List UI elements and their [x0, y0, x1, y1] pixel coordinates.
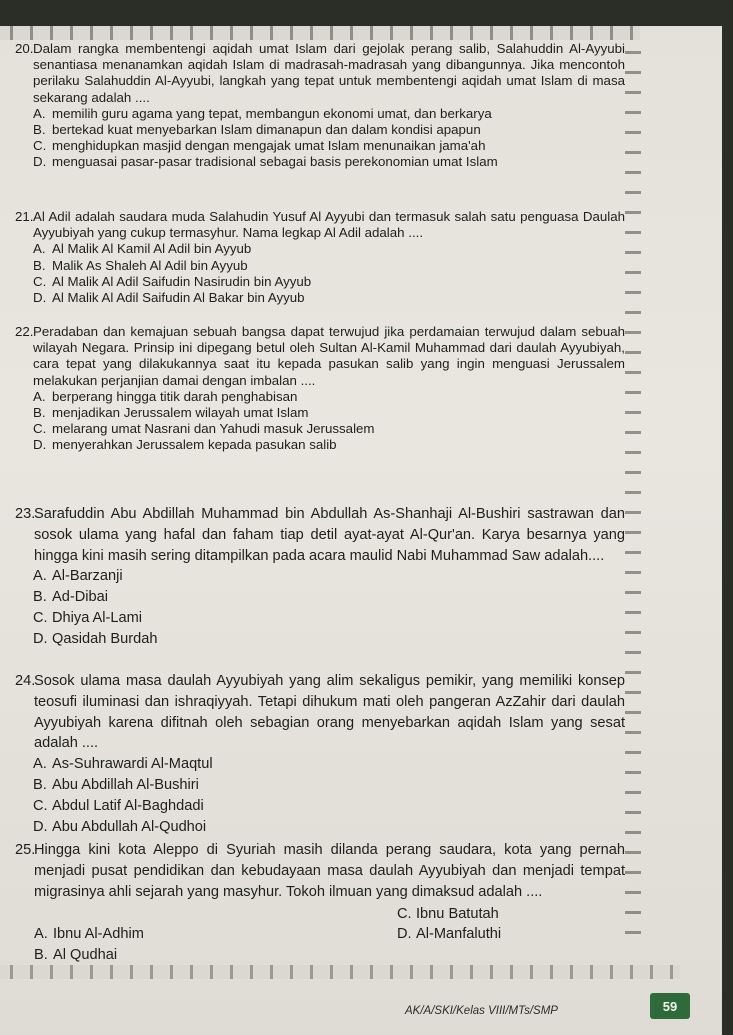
option-d[interactable]: D. menyerahkan Jerussalem kepada pasukan salib: [33, 437, 337, 453]
question-text: Hingga kini kota Aleppo di Syuriah masih dilanda perang saudara, kota yang pernah menjadi pusat pendidikan dan kebudayaan masa daulah Ayyubiyah dan menjadi tempat migrasinya ahli sejarah yang masyhur. Tokoh ilmuan yang dimaksud adalah ....: [34, 842, 625, 900]
option-c[interactable]: C. Al Malik Al Adil Saifudin Nasirudin bin Ayyub: [33, 273, 312, 289]
option-b[interactable]: B. Ad-Dibai: [33, 589, 108, 606]
option-b[interactable]: B. Al Qudhai: [34, 947, 118, 964]
option-a[interactable]: A. As-Suhrawardi Al-Maqtul: [33, 756, 213, 773]
option-b[interactable]: B. Abu Abdillah Al-Bushiri: [33, 776, 199, 793]
decorative-border-top: [0, 26, 640, 40]
question-text: Al Adil adalah saudara muda Salahudin Yusuf Al Ayyubi dan termasuk salah satu penguasa Daulah Ayyubiyah yang cukup termasyhur. Nama legkap Al Adil adalah ....: [33, 209, 625, 241]
option-d[interactable]: D. Abu Abdullah Al-Qudhoi: [33, 818, 207, 835]
decorative-border-right: [625, 40, 641, 940]
option-a[interactable]: A. Al-Barzanji: [33, 568, 123, 585]
option-b[interactable]: B. bertekad kuat menyebarkan Islam dimanapun dan dalam kondisi apapun: [33, 122, 481, 138]
option-a[interactable]: A. berperang hingga titik darah penghabisan: [33, 388, 298, 404]
option-c[interactable]: C. Dhiya Al-Lami: [33, 609, 143, 626]
option-c[interactable]: C. melarang umat Nasrani dan Yahudi masuk Jerussalem: [33, 421, 375, 437]
question-number: 20.: [15, 41, 34, 56]
option-d[interactable]: D. Al-Manfaluthi: [397, 926, 502, 943]
question-text: Sosok ulama masa daulah Ayyubiyah yang alim sekaligus pemikir, yang memiliki konsep teosufi iluminasi dan ishraqiyyah. Tetapi dihukum mati oleh pangeran AzZahir dari daulah Ayyubiyah karena difitnah oleh sebagian orang menyebarkan aqidah Islam yang sesat adalah ....: [34, 673, 625, 752]
question-text: Dalam rangka membentengi aqidah umat Islam dari gejolak perang salib, Salahuddin Al-Ayyubi senantiasa menanamkan aqidah Islam di madrasah-madrasah yang dibangunnya. Jika mencontoh perilaku Salahuddin Al-Ayyubi, langkah yang tepat untuk membentengi aqidah umat Islam di masa sekarang adalah ....: [33, 41, 625, 105]
question-25: [15, 840, 625, 966]
option-c[interactable]: C. Ibnu Batutah: [397, 906, 499, 923]
question-text: Sarafuddin Abu Abdillah Muhammad bin Abdullah As-Shanhaji Al-Bushiri sastrawan dan sosok ulama yang hafal dan faham tiap detil ayat-ayat Al-Qur'an. Karya besarnya yang hingga kini masih sering ditampilkan pada acara maulid Nabi Muhammad Saw adalah....: [34, 506, 625, 564]
options-grid: [34, 902, 625, 966]
question-23: [15, 504, 625, 650]
option-d[interactable]: D. Qasidah Burdah: [33, 630, 158, 647]
question-number: 21.: [15, 209, 34, 224]
option-d[interactable]: D. menguasai pasar-pasar tradisional sebagai basis perekonomian umat Islam: [33, 154, 498, 170]
question-number: 23.: [15, 506, 36, 522]
question-22: [15, 324, 625, 454]
question-number: 24.: [15, 673, 36, 689]
question-21: [15, 209, 625, 306]
option-b[interactable]: B. Malik As Shaleh Al Adil bin Ayyub: [33, 257, 248, 273]
question-20: [15, 41, 625, 171]
option-a[interactable]: A. Ibnu Al-Adhim: [34, 926, 144, 943]
question-24: [15, 671, 625, 837]
option-c[interactable]: C. Abdul Latif Al-Baghdadi: [33, 797, 204, 814]
footer-code: AK/A/SKI/Kelas VIII/MTs/SMP: [405, 1005, 558, 1017]
page-number-badge: 59: [650, 993, 690, 1019]
decorative-border-bottom: [0, 965, 680, 979]
option-c[interactable]: C. menghidupkan masjid dengan mengajak umat Islam menunaikan jama'ah: [33, 138, 486, 154]
question-number: 22.: [15, 324, 34, 339]
option-a[interactable]: A. Al Malik Al Kamil Al Adil bin Ayyub: [33, 241, 252, 257]
question-number: 25.: [15, 842, 36, 858]
option-b[interactable]: B. menjadikan Jerussalem wilayah umat Islam: [33, 405, 309, 421]
option-d[interactable]: D. Al Malik Al Adil Saifudin Al Bakar bin Ayyub: [33, 290, 305, 306]
option-a[interactable]: A. memilih guru agama yang tepat, membangun ekonomi umat, dan berkarya: [33, 105, 492, 121]
question-text: Peradaban dan kemajuan sebuah bangsa dapat terwujud jika perdamaian terwujud dalam sebuah wilayah Negara. Prinsip ini dipegang betul oleh Sultan Al-Kamil Muhammad dari daulah Ayyubiyah, cara tepat yang dilakukannya saat itu kepada pasukan salib yang ingin menguasi Jerussalem melakukan perjanjian damai dengan imbalan ....: [33, 324, 625, 388]
